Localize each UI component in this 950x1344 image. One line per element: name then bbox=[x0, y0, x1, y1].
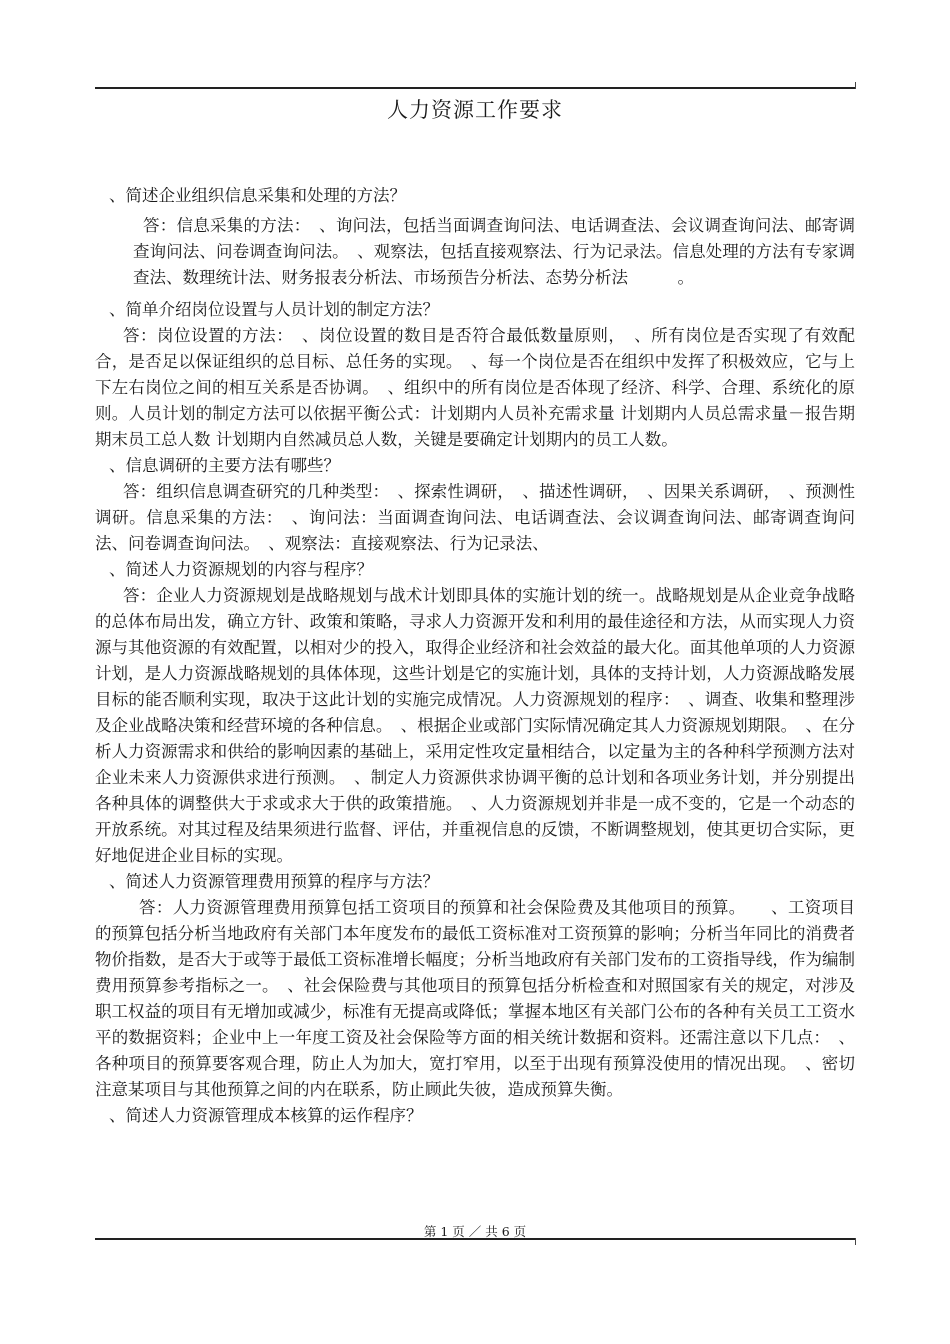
footer-rule bbox=[95, 1238, 855, 1240]
question-2: 、简单介绍岗位设置与人员计划的制定方法？ bbox=[109, 300, 439, 319]
answer-1: 答：信息采集的方法： 、询问法，包括当面调查询问法、电话调查法、会议调查询问法、邮寄调查询问法、问卷调查询问法。 、观察法，包括直接观察法、行为记录法。信息处理的方法有专家调查法、数理统计法、财务报表分析法、市场预告分析法、态势分析法 。 bbox=[133, 216, 855, 287]
answer-2: 答：岗位设置的方法： 、岗位设置的数目是否符合最低数量原则， 、所有岗位是否实现了有效配合，是否足以保证组织的总目标、总任务的实现。 、每一个岗位是否在组织中发挥了积极效应，它与上下左右岗位之间的相互关系是否协调。 、组织中的所有岗位是否体现了经济、科学、合理、系统化的原则。人员计划的制定方法可以依据平衡公式：计划期内人员补充需求量 计划期内人员总需求量－报告期期末员工总人数 计划期内自然减员总人数，关键是要确定计划期内的员工人数。 bbox=[95, 326, 855, 449]
footer-rule-tick bbox=[855, 1238, 856, 1245]
header-rule bbox=[95, 87, 855, 89]
question-5: 、简述人力资源管理费用预算的程序与方法？ bbox=[109, 872, 439, 891]
answer-4: 答：企业人力资源规划是战略规划与战术计划即具体的实施计划的统一。战略规划是从企业竞争战略的总体布局出发，确立方针、政策和策略，寻求人力资源开发和利用的最佳途径和方法，从而实现人力资源与其他资源的有效配置，以相对少的投入，取得企业经济和社会效益的最大化。面其他单项的人力资源计划，是人力资源战略规划的具体体现，这些计划是它的实施计划，具体的支持计划，人力资源战略发展目标的能否顺利实现，取决于这此计划的实施完成情况。人力资源规划的程序： 、调查、收集和整理涉及企业战略决策和经营环境的各种信息。 、根据企业或部门实际情况确定其人力资源规划期限。 、在分析人力资源需求和供给的影响因素的基础上，采用定性攻定量相结合，以定量为主的各种科学预测方法对企业未来人力资源供求进行预测。 、制定人力资源供求协调平衡的总计划和各项业务计划，并分别提出各种具体的调整供大于求或求大于供的政策措施。 、人力资源规划并非是一成不变的，它是一个动态的开放系统。对其过程及结果须进行监督、评估，并重视信息的反馈，不断调整规划，使其更切合实际，更好地促进企业目标的实现。 bbox=[95, 586, 855, 865]
answer-3: 答：组织信息调查研究的几种类型： 、探索性调研， 、描述性调研， 、因果关系调研， 、预测性调研。信息采集的方法： 、询问法：当面调查询问法、电话调查法、会议调查询问法、邮寄调查询问法、问卷调查询问法。 、观察法：直接观察法、行为记录法、 bbox=[95, 482, 855, 553]
page-footer: 第 1 页 ／ 共 6 页 bbox=[423, 1224, 527, 1239]
question-1: 、简述企业组织信息采集和处理的方法？ bbox=[109, 186, 406, 205]
document-body bbox=[95, 183, 855, 1129]
question-4: 、简述人力资源规划的内容与程序？ bbox=[109, 560, 373, 579]
header-rule-tick bbox=[855, 82, 856, 89]
question-3: 、信息调研的主要方法有哪些？ bbox=[109, 456, 340, 475]
question-6: 、简述人力资源管理成本核算的运作程序？ bbox=[109, 1106, 423, 1125]
answer-5: 答：人力资源管理费用预算包括工资项目的预算和社会保险费及其他项目的预算。 、工资项目的预算包括分析当地政府有关部门本年度发布的最低工资标准对工资预算的影响；分析当年同比的消费者物价指数，是否大于或等于最低工资标准增长幅度；分析当地政府有关部门发布的工资指导线，作为编制费用预算参考指标之一。 、社会保险费与其他项目的预算包括分析检查和对照国家有关的规定，对涉及职工权益的项目有无增加或减少，标准有无提高或降低；掌握本地区有关部门公布的各种有关员工工资水平的数据资料；企业中上一年度工资及社会保险等方面的相关统计数据和资料。还需注意以下几点： 、各种项目的预算要客观合理，防止人为加大，宽打窄用，以至于出现有预算没使用的情况出现。 、密切注意某项目与其他预算之间的内在联系，防止顾此失彼，造成预算失衡。 bbox=[95, 898, 855, 1099]
document-title: 人力资源工作要求 bbox=[387, 98, 563, 122]
